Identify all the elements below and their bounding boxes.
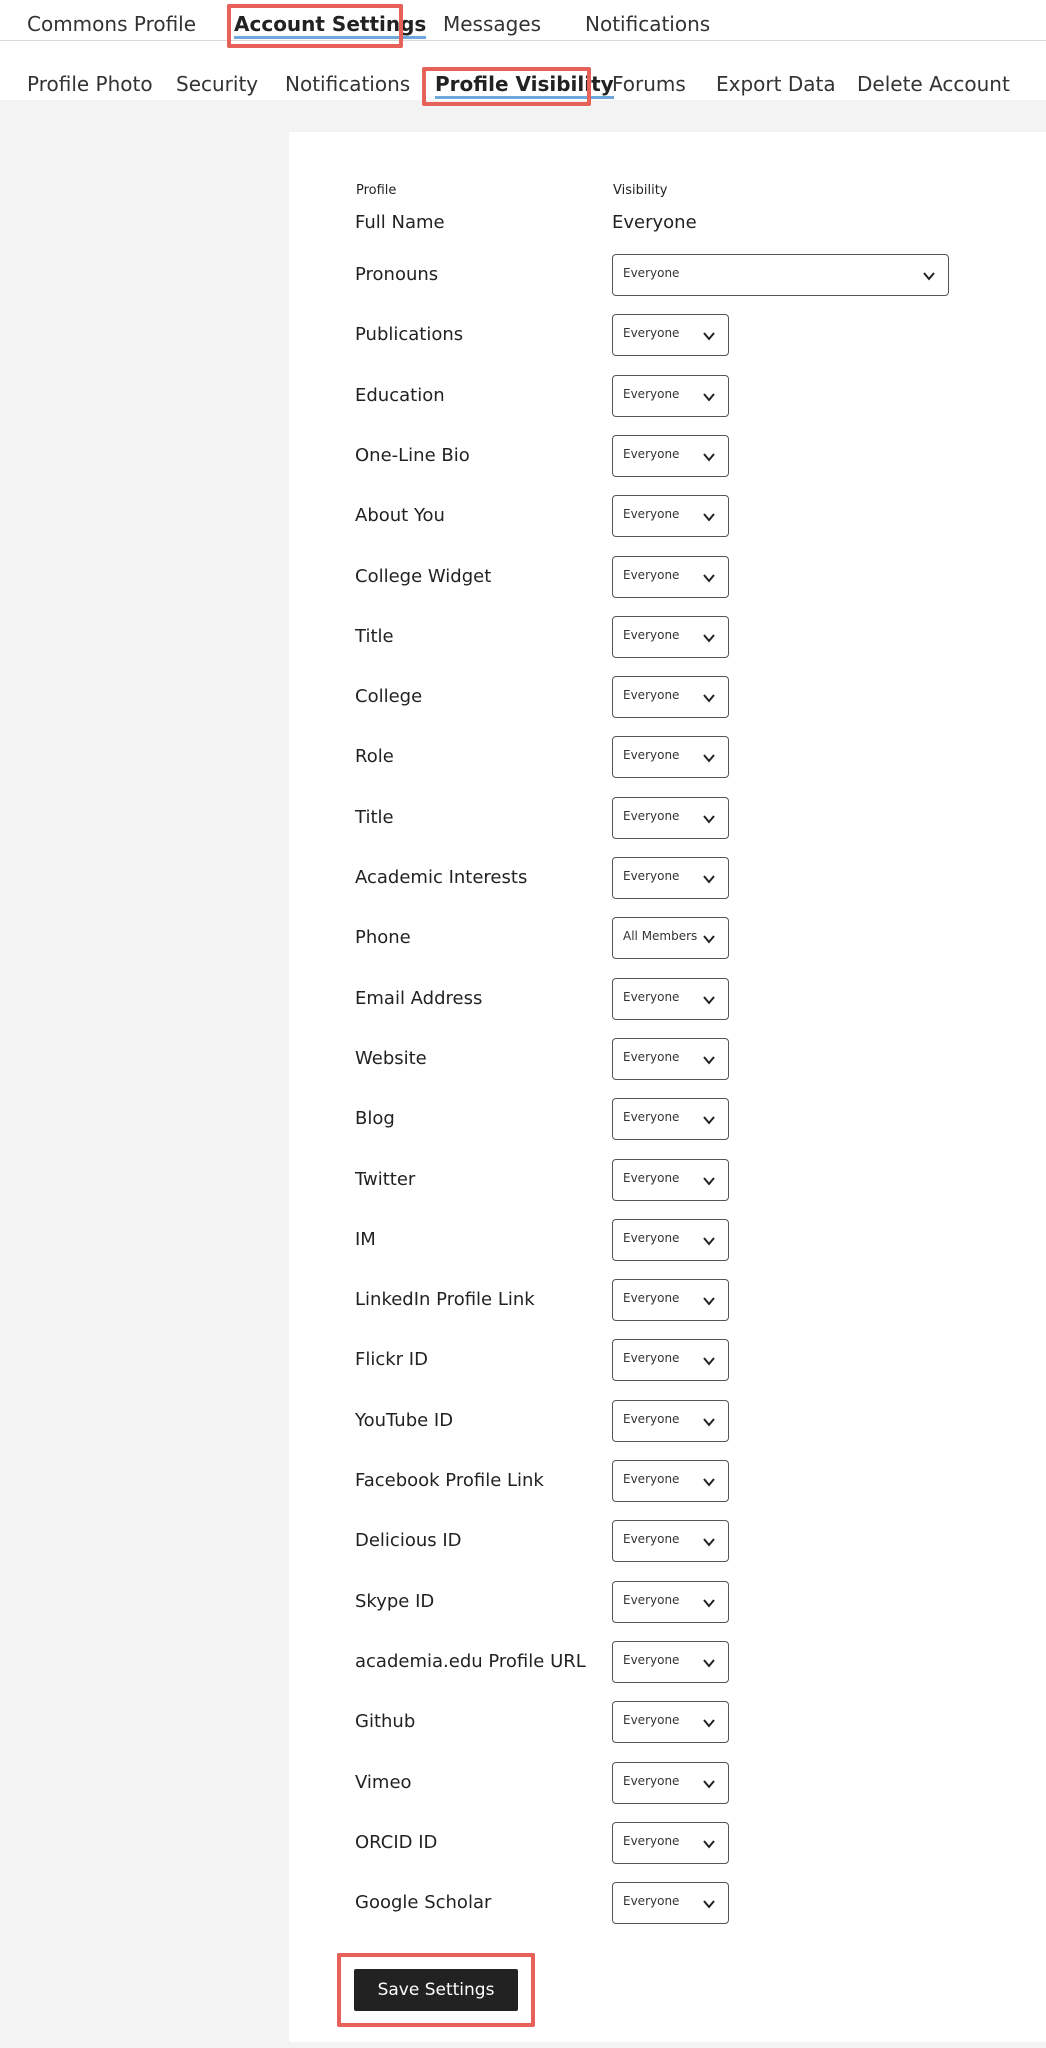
visibility-select-value: Everyone [623, 1351, 680, 1365]
chevron-down-icon [702, 1836, 716, 1850]
visibility-select[interactable] [612, 1279, 729, 1321]
field-label: College [355, 686, 423, 707]
chevron-down-icon [702, 389, 716, 403]
visibility-select-value: Everyone [623, 1774, 680, 1788]
chevron-down-icon [702, 750, 716, 764]
chevron-down-icon [702, 449, 716, 463]
visibility-select[interactable] [612, 556, 729, 598]
field-label: Flickr ID [355, 1349, 428, 1370]
visibility-select-value: Everyone [623, 688, 680, 702]
chevron-down-icon [702, 992, 716, 1006]
subtab-delete-account[interactable]: Delete Account [857, 72, 1010, 96]
chevron-down-icon [702, 931, 716, 945]
chevron-down-icon [702, 1595, 716, 1609]
chevron-down-icon [702, 690, 716, 704]
visibility-select[interactable] [612, 1400, 729, 1442]
visibility-select[interactable] [612, 797, 729, 839]
field-label: Facebook Profile Link [355, 1470, 544, 1491]
visibility-select-value: Everyone [623, 1050, 680, 1064]
visibility-select-value: Everyone [623, 1894, 680, 1908]
chevron-down-icon [702, 871, 716, 885]
tab-commons-profile[interactable]: Commons Profile [27, 12, 197, 36]
chevron-down-icon [702, 1353, 716, 1367]
chevron-down-icon [702, 1293, 716, 1307]
visibility-select-value: Everyone [623, 1653, 680, 1667]
visibility-select[interactable] [612, 857, 729, 899]
visibility-select-value: Everyone [623, 326, 680, 340]
visibility-select[interactable] [612, 676, 729, 718]
visibility-select-value: Everyone [623, 1412, 680, 1426]
visibility-select-value: Everyone [623, 990, 680, 1004]
visibility-select-value: Everyone [623, 748, 680, 762]
field-label: Title [355, 626, 394, 647]
field-label: Website [355, 1048, 427, 1069]
chevron-down-icon [702, 328, 716, 342]
column-header-profile: Profile [356, 183, 397, 198]
visibility-select[interactable] [612, 1762, 729, 1804]
chevron-down-icon [702, 811, 716, 825]
visibility-select[interactable] [612, 1038, 729, 1080]
field-label: IM [355, 1229, 376, 1250]
chevron-down-icon [702, 1776, 716, 1790]
visibility-select[interactable] [612, 1219, 729, 1261]
field-label: Education [355, 385, 445, 406]
subtab-forums[interactable]: Forums [612, 72, 686, 96]
chevron-down-icon [702, 1534, 716, 1548]
visibility-select[interactable] [612, 1701, 729, 1743]
field-label: ORCID ID [355, 1832, 438, 1853]
tab-account-settings-label: Account Settings [234, 12, 426, 39]
visibility-panel [289, 132, 1046, 2042]
visibility-select[interactable] [612, 314, 729, 356]
field-label: Email Address [355, 988, 483, 1009]
visibility-select[interactable] [612, 917, 729, 959]
field-label: academia.edu Profile URL [355, 1651, 586, 1672]
chevron-down-icon [702, 1655, 716, 1669]
field-label: Skype ID [355, 1591, 435, 1612]
visibility-select-value: Everyone [623, 1593, 680, 1607]
field-label-full-name: Full Name [355, 212, 445, 233]
chevron-down-icon [702, 1052, 716, 1066]
tab-messages[interactable]: Messages [443, 12, 542, 36]
visibility-select-value: Everyone [623, 1472, 680, 1486]
chevron-down-icon [702, 570, 716, 584]
field-label: Phone [355, 927, 411, 948]
subtab-security[interactable]: Security [176, 72, 259, 96]
chevron-down-icon [702, 1715, 716, 1729]
field-label: Blog [355, 1108, 395, 1129]
field-label: Vimeo [355, 1772, 412, 1793]
visibility-select[interactable] [612, 1581, 729, 1623]
field-label: One-Line Bio [355, 445, 470, 466]
visibility-select[interactable] [612, 1520, 729, 1562]
chevron-down-icon [702, 1896, 716, 1910]
subtab-profile-photo[interactable]: Profile Photo [27, 72, 153, 96]
subtab-export-data[interactable]: Export Data [716, 72, 836, 96]
field-label: Role [355, 746, 394, 767]
subtab-profile-visibility-label: Profile Visibility [435, 72, 614, 99]
chevron-down-icon [702, 509, 716, 523]
visibility-select[interactable] [612, 978, 729, 1020]
visibility-select[interactable] [612, 435, 729, 477]
field-label: Pronouns [355, 264, 439, 285]
save-settings-button[interactable]: Save Settings [354, 1969, 518, 2011]
visibility-select-value: Everyone [623, 1231, 680, 1245]
visibility-select[interactable] [612, 254, 949, 296]
column-header-visibility: Visibility [613, 183, 668, 198]
highlight-profile-visibility [422, 67, 591, 106]
visibility-select-value: Everyone [623, 387, 680, 401]
chevron-down-icon [702, 1474, 716, 1488]
visibility-select-value: Everyone [623, 507, 680, 521]
field-label: LinkedIn Profile Link [355, 1289, 535, 1310]
field-label: YouTube ID [355, 1410, 454, 1431]
visibility-select-value: Everyone [623, 1713, 680, 1727]
visibility-select-value: All Members [623, 929, 698, 943]
visibility-select-value: Everyone [623, 1834, 680, 1848]
visibility-select-value: Everyone [623, 1291, 680, 1305]
chevron-down-icon [922, 268, 936, 282]
field-label: Github [355, 1711, 416, 1732]
field-label: Delicious ID [355, 1530, 462, 1551]
field-label: About You [355, 505, 445, 526]
visibility-select[interactable] [612, 736, 729, 778]
chevron-down-icon [702, 1112, 716, 1126]
field-label: Google Scholar [355, 1892, 492, 1913]
visibility-select-value: Everyone [623, 1171, 680, 1185]
field-label: Publications [355, 324, 464, 345]
field-label: Title [355, 807, 394, 828]
visibility-select-value: Everyone [623, 447, 680, 461]
visibility-select[interactable] [612, 1641, 729, 1683]
visibility-select[interactable] [612, 1822, 729, 1864]
primary-nav [0, 0, 1046, 41]
visibility-select[interactable] [612, 1460, 729, 1502]
visibility-select-value: Everyone [623, 1110, 680, 1124]
visibility-select[interactable] [612, 1339, 729, 1381]
visibility-select-value: Everyone [623, 1532, 680, 1546]
highlight-account-settings [227, 4, 403, 48]
full-name-visibility-value: Everyone [612, 212, 697, 233]
field-label: Academic Interests [355, 867, 528, 888]
visibility-select[interactable] [612, 1882, 729, 1924]
tab-notifications[interactable]: Notifications [585, 12, 711, 36]
visibility-select[interactable] [612, 375, 729, 417]
visibility-select[interactable] [612, 616, 729, 658]
chevron-down-icon [702, 1173, 716, 1187]
visibility-select-value: Everyone [623, 568, 680, 582]
visibility-select-value: Everyone [623, 869, 680, 883]
field-label: College Widget [355, 566, 492, 587]
subtab-notifications[interactable]: Notifications [285, 72, 411, 96]
visibility-select-value: Everyone [623, 628, 680, 642]
chevron-down-icon [702, 1414, 716, 1428]
visibility-select-value: Everyone [623, 809, 680, 823]
visibility-select[interactable] [612, 1159, 729, 1201]
visibility-select[interactable] [612, 1098, 729, 1140]
field-label: Twitter [355, 1169, 416, 1190]
chevron-down-icon [702, 1233, 716, 1247]
visibility-select-value: Everyone [623, 266, 680, 280]
visibility-select[interactable] [612, 495, 729, 537]
chevron-down-icon [702, 630, 716, 644]
